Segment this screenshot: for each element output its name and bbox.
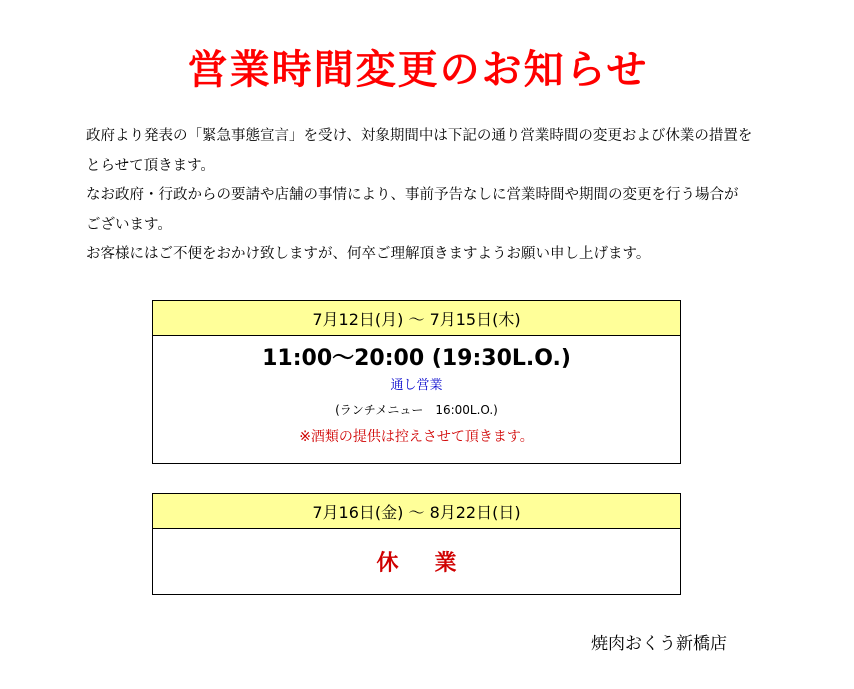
- period-1-dates: 7月12日(月) ～ 7月15日(木): [153, 301, 680, 336]
- notice-line: なお政府・行政からの要請や店舗の事情により、事前予告なしに営業時間や期間の変更を行う場合が: [86, 187, 739, 203]
- notice-line: とらせて頂きます。: [86, 157, 215, 174]
- store-name: 焼肉おくう新橋店: [591, 634, 727, 654]
- notice-line: お客様にはご不便をおかけ致しますが、何卒ご理解頂きますようお願い申し上げます。: [86, 246, 651, 262]
- period-1-details: [153, 344, 680, 448]
- notice-line: 政府より発表の「緊急事態宣言」を受け、対象期間中は下記の通り営業時間の変更および休業の措置を: [86, 128, 753, 144]
- period-2-details: [153, 529, 680, 594]
- closed-status: 休業: [376, 551, 493, 576]
- period-2-box: [152, 493, 681, 595]
- alcohol-notice: ※酒類の提供は控えさせて頂きます。: [299, 429, 534, 445]
- continuous-service-note: 通し営業: [390, 378, 443, 393]
- page-title: 営業時間変更のお知らせ: [187, 47, 649, 93]
- period-2-dates: 7月16日(金) ～ 8月22日(日): [153, 494, 680, 529]
- period-1-box: [152, 300, 681, 464]
- business-hours: 11:00～20:00 (19:30L.O.): [262, 346, 571, 371]
- notice-text: [86, 122, 836, 270]
- notice-line: ございます。: [86, 216, 172, 233]
- lunch-menu-note: (ランチメニュー 16:00L.O.): [335, 403, 498, 417]
